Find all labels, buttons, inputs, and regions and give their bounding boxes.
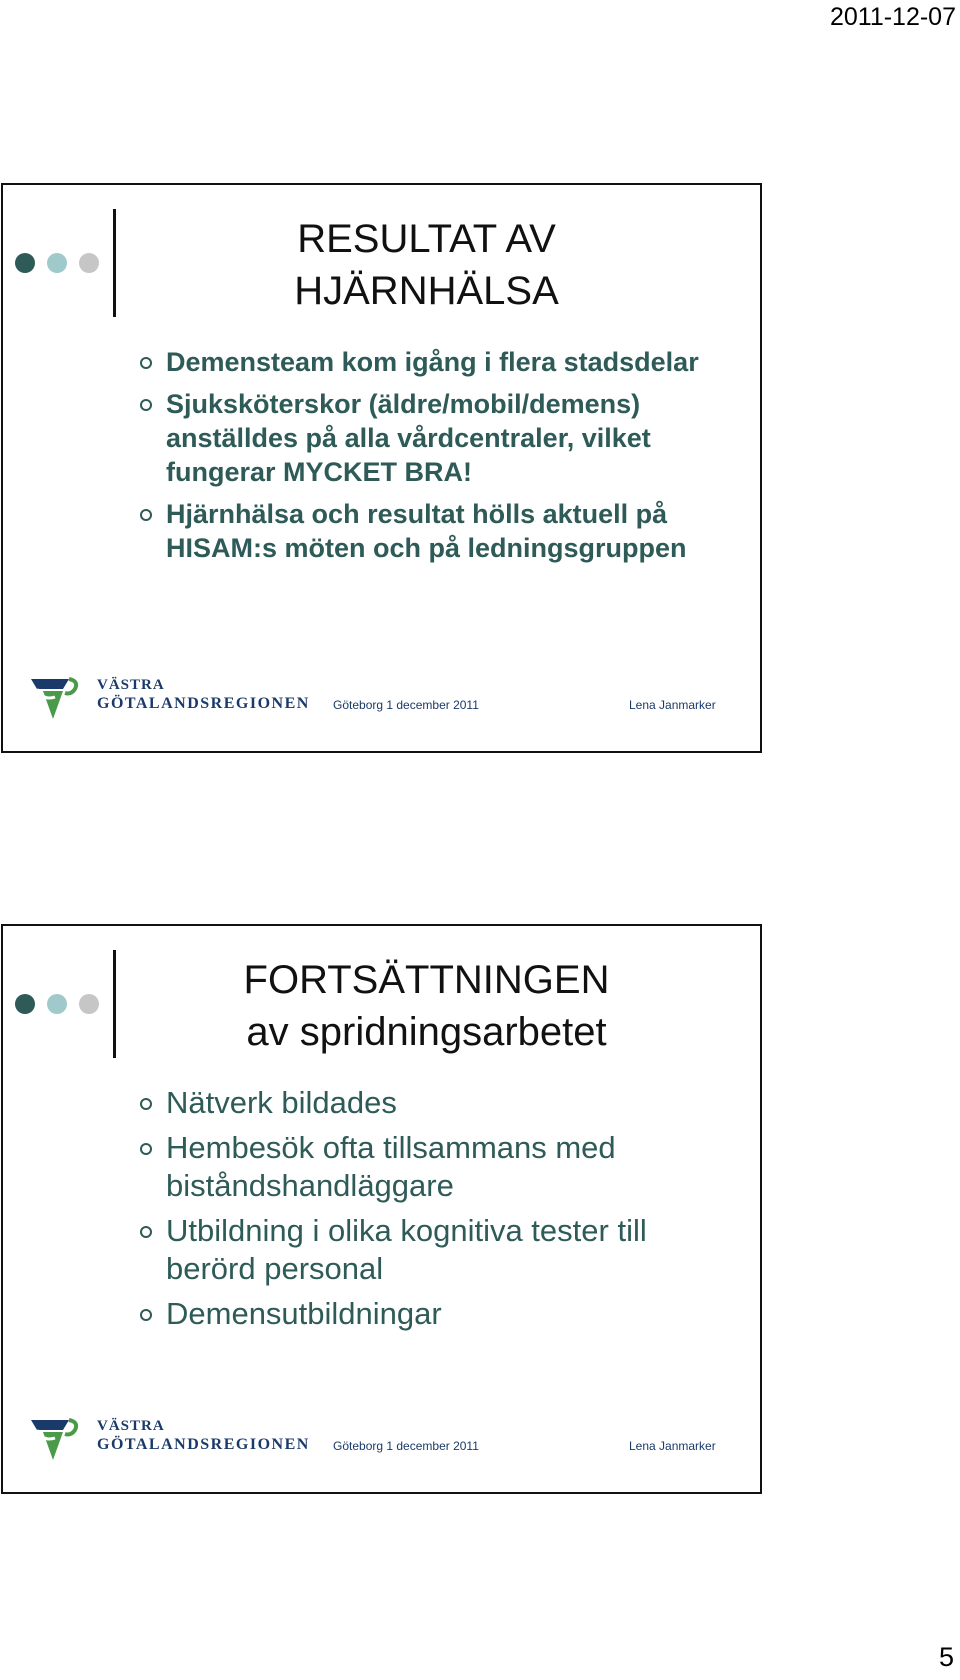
slide-title-line2: av spridningsarbetet [246, 1010, 607, 1054]
bullet-text: Nätverk bildades [166, 1085, 397, 1120]
slide-footer [3, 1412, 760, 1492]
title-divider [113, 209, 116, 317]
footer-author: Lena Janmarker [629, 698, 716, 712]
bullet-circle-icon [140, 399, 152, 411]
dot-dark-icon [15, 253, 35, 273]
bullet-circle-icon [140, 509, 152, 521]
dot-light-icon [47, 253, 67, 273]
slide-fortsattningen [1, 924, 762, 1494]
decorative-dots [15, 253, 105, 277]
bullet-text: Utbildning i olika kognitiva tester till berörd personal [166, 1213, 647, 1286]
slide-footer [3, 671, 760, 751]
dot-dark-icon [15, 994, 35, 1014]
vgr-logo [29, 1416, 310, 1462]
list-item [3, 1129, 740, 1205]
list-item [3, 1212, 740, 1288]
title-divider [113, 950, 116, 1058]
logo-text-top: VÄSTRA [97, 677, 165, 693]
logo-text-bottom: GÖTALANDSREGIONEN [97, 1436, 310, 1453]
bullet-circle-icon [140, 1098, 152, 1110]
bullet-text: Hjärnhälsa och resultat hölls aktuell på HISAM:s möten och på ledningsgruppen [166, 499, 687, 563]
bullet-text: Hembesök ofta tillsammans med biståndshandläggare [166, 1130, 616, 1203]
slide-title [123, 954, 730, 1058]
bullet-list [3, 345, 740, 573]
logo-text-top: VÄSTRA [97, 1418, 165, 1434]
slide-title-line2: HJÄRNHÄLSA [294, 269, 559, 313]
slide-title [123, 213, 730, 317]
bullet-text: Demensteam kom igång i flera stadsdelar [166, 347, 699, 377]
list-item [3, 497, 740, 565]
slide-resultat [1, 183, 762, 753]
dot-grey-icon [79, 994, 99, 1014]
list-item [3, 345, 740, 379]
bullet-circle-icon [140, 357, 152, 369]
dot-light-icon [47, 994, 67, 1014]
bullet-circle-icon [140, 1309, 152, 1321]
decorative-dots [15, 994, 105, 1018]
footer-author: Lena Janmarker [629, 1439, 716, 1453]
bullet-circle-icon [140, 1143, 152, 1155]
slide-title-line1: FORTSÄTTNINGEN [243, 958, 610, 1002]
bullet-circle-icon [140, 1226, 152, 1238]
logo-text-bottom: GÖTALANDSREGIONEN [97, 695, 310, 712]
page-number: 5 [938, 1642, 954, 1672]
list-item [3, 1084, 740, 1122]
bullet-list [3, 1084, 740, 1340]
footer-date: Göteborg 1 december 2011 [333, 1439, 479, 1453]
bullet-text: Sjuksköterskor (äldre/mobil/demens) anställdes på alla vårdcentraler, vilket fungerar MYCKET BRA! [166, 389, 651, 487]
page-date: 2011-12-07 [829, 3, 956, 31]
bullet-text: Demensutbildningar [166, 1296, 442, 1331]
slide-title-line1: RESULTAT AV [297, 217, 556, 261]
vgr-logo-icon [29, 1416, 93, 1462]
list-item [3, 387, 740, 489]
footer-date: Göteborg 1 december 2011 [333, 698, 479, 712]
vgr-logo-icon [29, 675, 93, 721]
vgr-logo [29, 675, 310, 721]
dot-grey-icon [79, 253, 99, 273]
list-item [3, 1295, 740, 1333]
